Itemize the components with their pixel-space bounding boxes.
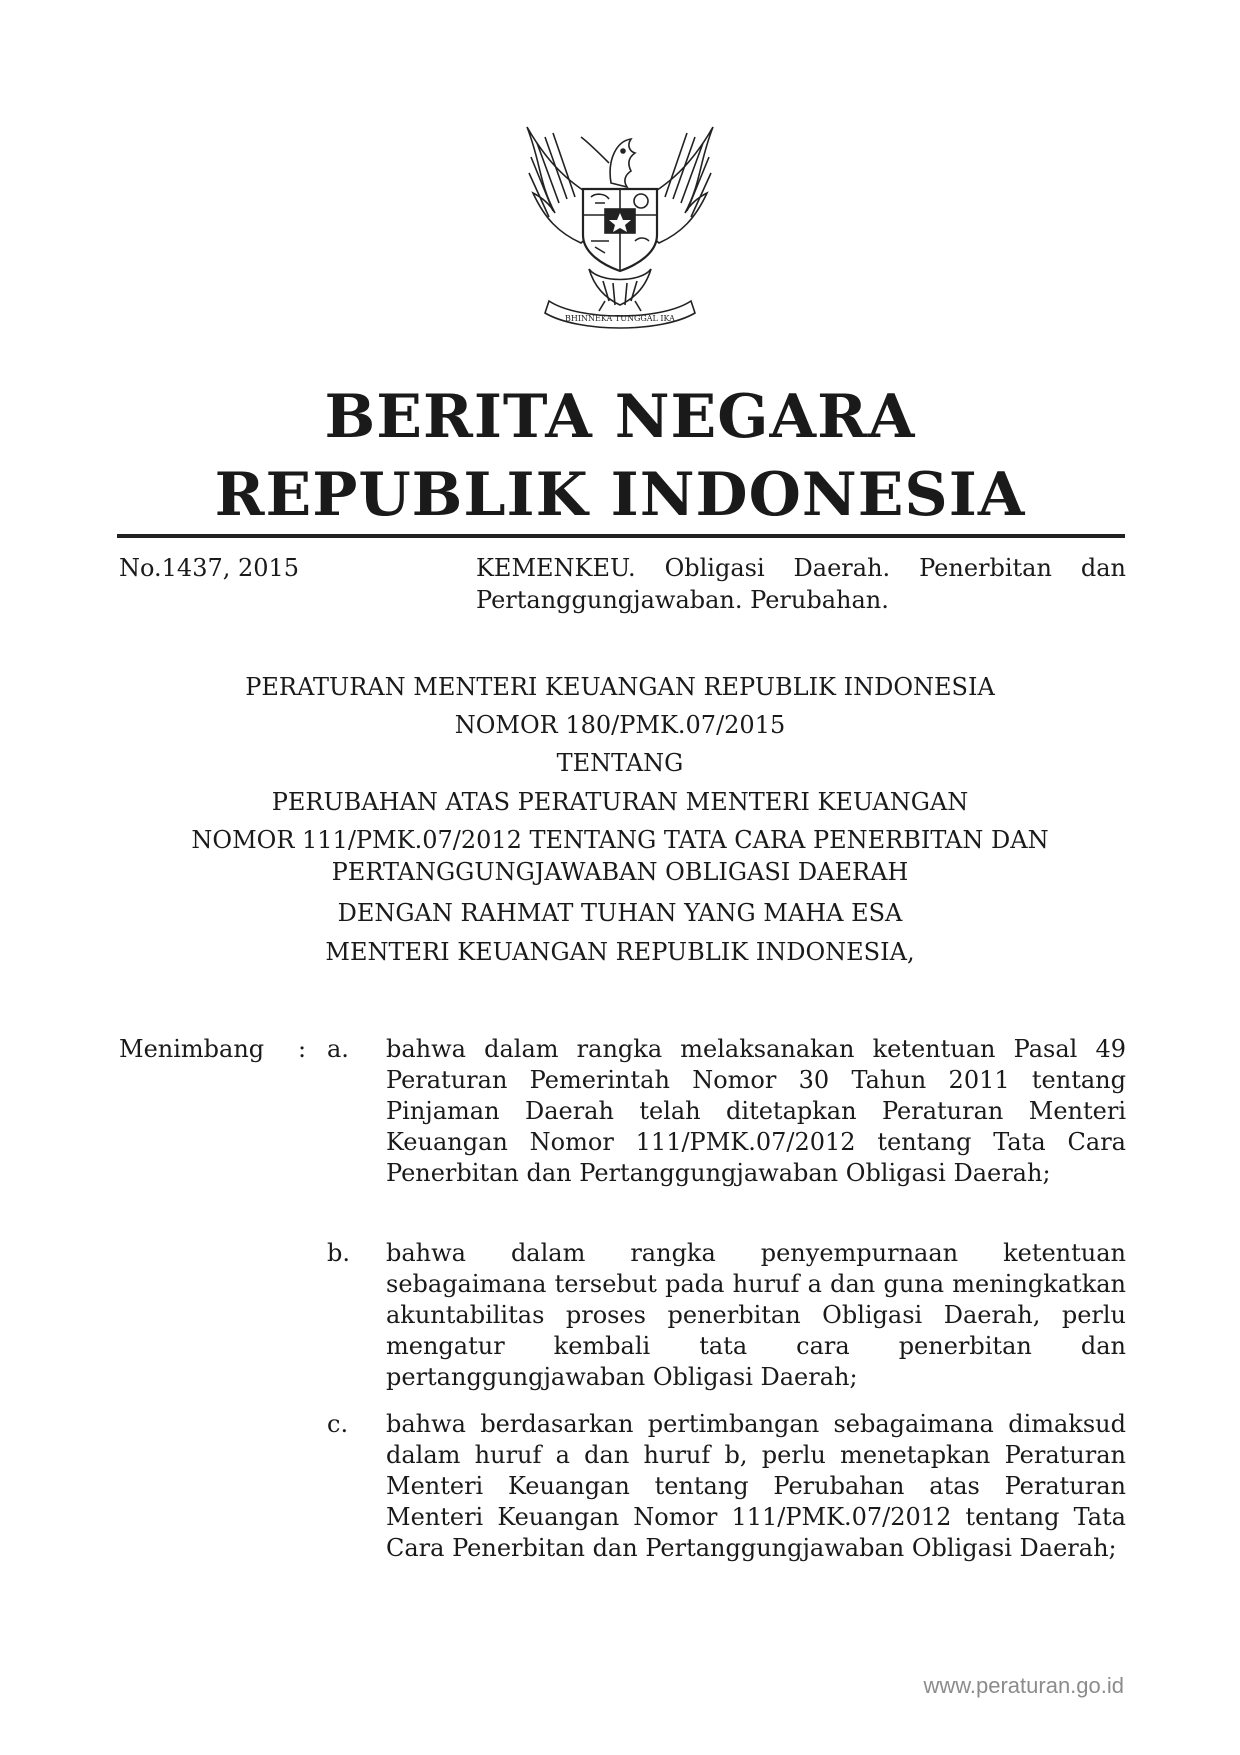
- footer-url: www.peraturan.go.id: [923, 1673, 1124, 1698]
- considerations-label: Menimbang: [119, 1035, 265, 1063]
- masthead-divider: [117, 534, 1125, 538]
- regulation-title-line-5: NOMOR 111/PMK.07/2012 TENTANG TATA CARA PENERBITAN DAN: [191, 826, 1049, 854]
- consideration-letter-a: a.: [327, 1035, 349, 1063]
- consideration-text-b: bahwa dalam rangka penyempurnaan ketentuan sebagaimana tersebut pada huruf a dan guna meningkatkan akuntabilitas proses penerbitan Obligasi Daerah, perlu mengatur kembali tata cara penerbitan dan pertanggungjawaban Obligasi Daerah;: [386, 1239, 1126, 1391]
- consideration-text-c: bahwa berdasarkan pertimbangan sebagaimana dimaksud dalam huruf a dan huruf b, perlu menetapkan Peraturan Menteri Keuangan tentang Perubahan atas Peraturan Menteri Keuangan Nomor 111/PMK.07/2012 tentang Tata Cara Penerbitan dan Pertanggungjawaban Obligasi Daerah;: [386, 1410, 1126, 1562]
- preamble-line-1: DENGAN RAHMAT TUHAN YANG MAHA ESA: [337, 899, 903, 927]
- preamble-line-2: MENTERI KEUANGAN REPUBLIK INDONESIA,: [325, 938, 915, 966]
- consideration-letter-b: b.: [327, 1239, 350, 1267]
- masthead-line-2: REPUBLIK INDONESIA: [214, 460, 1026, 530]
- regulation-title-line-3: TENTANG: [556, 749, 684, 777]
- issue-number: No.1437, 2015: [119, 554, 300, 582]
- issue-subject: KEMENKEU. Obligasi Daerah. Penerbitan dan Pertanggungjawaban. Perubahan.: [476, 554, 1126, 614]
- consideration-letter-c: c.: [327, 1410, 349, 1438]
- regulation-title-line-1: PERATURAN MENTERI KEUANGAN REPUBLIK INDONESIA: [245, 673, 995, 701]
- regulation-title-line-4: PERUBAHAN ATAS PERATURAN MENTERI KEUANGAN: [271, 788, 969, 816]
- regulation-title-line-6: PERTANGGUNGJAWABAN OBLIGASI DAERAH: [331, 858, 909, 886]
- masthead-line-1: BERITA NEGARA: [324, 382, 916, 452]
- consideration-text-a: bahwa dalam rangka melaksanakan ketentuan Pasal 49 Peraturan Pemerintah Nomor 30 Tahun 2011 tentang Pinjaman Daerah telah ditetapkan Peraturan Menteri Keuangan Nomor 111/PMK.07/2012 tentang Tata Cara Penerbitan dan Pertanggungjawaban Obligasi Daerah;: [386, 1035, 1126, 1187]
- considerations-colon: :: [298, 1035, 307, 1063]
- emblem-motto: BHINNEKA TUNGGAL IKA: [565, 314, 675, 323]
- garuda-emblem-icon: [519, 123, 721, 333]
- regulation-title-line-2: NOMOR 180/PMK.07/2015: [454, 711, 786, 739]
